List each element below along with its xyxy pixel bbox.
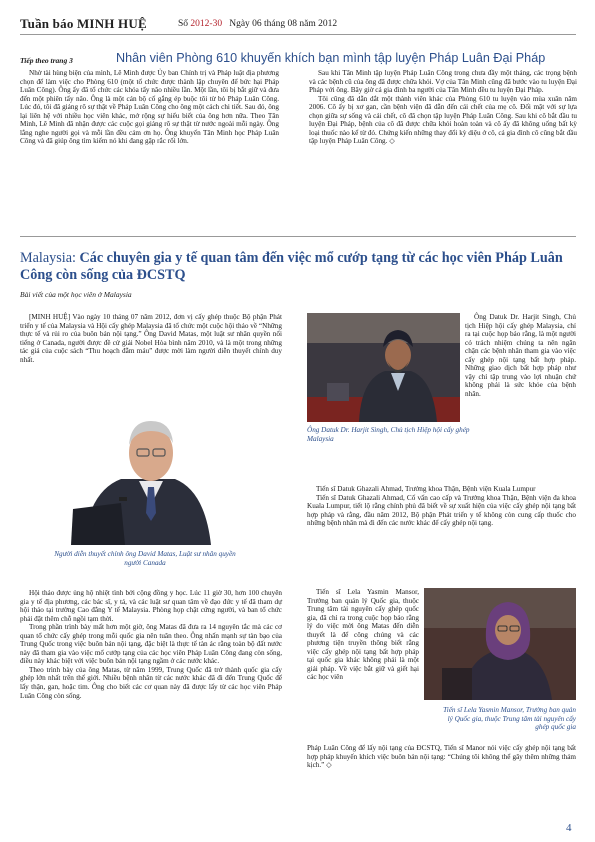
paragraph-text: Tôi cũng đã dẫn dắt một thành viên khác của Phòng 610 tu luyện vào mùa xuân năm 2006. Cô ấy bị xơ gan, cần bệnh viện đã dẫn đến cái chết của mẹ cô. Đối mặt với sự lựa chọn giữa sự sống và cái chết, cô đã chọn tập luyện Pháp Luân Công. Sau khi cô bắt đầu tu luyện Đại Pháp, bệnh của cô đã được chữa khỏi hoàn toàn và cô ấy đã không uống bất kỳ loại thuốc nào kể từ đó. Chứng kiến những thay đổi kỳ diệu ở cô, cả gia đình cô cũng bắt đầu tập luyện Pháp Luân Công. [309,94,577,146]
header-rule [20,34,576,35]
paragraph [307,744,576,770]
main-right-lower [307,588,419,682]
paragraph: Tiến sĩ Datuk Ghazali Ahmad, Cố vấn cao cấp và Trưởng khoa Thận, Bệnh viện đa khoa Kuala Lumpur, tiết lộ rằng chính phủ đã biết về sự xuất hiện của việc cấy ghép nội tạng bất hợp pháp và rằng, đầu năm 2012, Bộ phận Phát triển y tế không còn cung cấp thuốc cho những bệnh nhân mà đi đến các nước khác để cấy ghép nội tạng. [307,493,576,528]
newsletter-brand: Tuần báo MINH HUỆ [20,16,147,31]
page-number: 4 [566,822,572,834]
paragraph-text: Pháp Luân Công để lấy nội tạng của ĐCSTQ, Tiến sĩ Manor nói việc cấy ghép nội tạng bất hợp pháp khuyến khích việc buôn bán nội tạng: “Chúng tôi không thể gây thêm những thảm kịch.” [307,744,576,770]
official-illustration [424,588,576,700]
main-right-top [465,313,576,398]
caption-singh: Ông Datuk Dr. Harjit Singh, Chủ tịch Hiệp hội cấy ghép Malaysia [307,426,470,443]
byline: Bài viết của một học viên ở Malaysia [20,290,132,299]
article-divider [20,236,576,237]
paragraph: [MINH HUỆ] Vào ngày 10 tháng 07 năm 2012, đơn vị cấy ghép thuộc Bộ phận Phát triển y tế của Malaysia và Hội cấy ghép Malaysia đã tổ chức một cuộc hội thảo về “Những thực tế và rủi ro của buôn bán nội tạng.” Ông David Matas, một luật sư nhân quyền nổi tiếng ở Canada, người được đề cử giải Nobel Hòa bình năm 2010, và là một trong những tác giả của cuộc sách “Thu hoạch đẫm máu” được mời làm người diễn thuyết chính duy nhất. [20,313,282,364]
issue-prefix: Số [178,19,191,29]
end-mark-icon: ◇ [326,761,332,770]
paragraph: Hội thảo được ủng hộ nhiệt tình bởi cộng đồng y học. Lúc 11 giờ 30, hơn 100 chuyên gia y tế địa phương, các bác sĩ, y tá, và các luật sư quan tâm về đạo đức y tế đã tham dự hội thảo tại trường Cao đẳng Y tế Malaysia. Phòng họp chật cứng người, và ban tổ chức phải đặt thêm chỗ ngồi tạm thời. [20,589,282,623]
top-article-left-column [20,69,279,146]
paragraph: Sau khi Tân Minh tập luyện Pháp Luân Công trong chưa đầy một tháng, các trọng bệnh và các bệnh cũ của ông đã được chữa khỏi. Vợ của Tân Minh cũng đã bước vào tu luyện Đại Pháp với ông. Bây giờ cả gia đình ba người của Tân Minh đều tu luyện Đại Pháp. [309,69,577,95]
photo-harjit-singh [307,313,460,422]
caption-mansor: Tiến sĩ Lela Yasmin Mansor, Trưởng ban quản lý Quốc gia, thuộc Trung tâm tài nguyên cấy ghép quốc gia [443,706,576,732]
headline-region: Malaysia: [20,250,80,266]
issue-date: Ngày 06 tháng 08 năm 2012 [229,19,338,29]
main-right-bottom [307,744,576,770]
paragraph: Trong phần trình bày mất hơn một giờ, ông Matas đã đưa ra 14 nguyên tắc mà các cơ quan tổ chức cấy ghép trong mỗi quốc gia nên tuân theo. Ông nhấn mạnh sự tàn bạo của Trung Quốc trong việc buôn bán nội tạng, đặc biệt là thực tế tàn ác rằng toàn bộ đất nước này đã tham gia vào việc mổ cướp tạng của các học viên Pháp Luân Công đang còn sống, điều này khác biệt với việc buôn bán nội tạng ngầm ở các nước khác. [20,623,282,666]
headline-text: Các chuyên gia y tế quan tâm đến việc mổ cướp tạng từ các học viên Pháp Luân Công còn sống của ĐCSTQ [20,250,563,283]
paragraph: Nhờ tài hùng biện của mình, Lê Minh được Ủy ban Chính trị và Pháp luật địa phương chọn để làm việc cho Phòng 610 (một tổ chức được thành lập chuyên để bức hại Pháp Luân Công). Ông ấy đã tổ chức các khóa tẩy não nhiều lần. Một lần, tôi bị bắt giữ và đưa đến một phiên tẩy não. Ông là một cán bộ cố gắng ép buộc tôi từ bỏ Pháp Luân Công. Lúc đó, tôi đã giảng rõ sự thật về Pháp Luân Công cho ông một cách chi tiết. Sau đó, ông lại liên hệ với nhiều học viên khác, mở rộng sự hiểu biết của ông hơn nữa. Theo Tân Minh, Lê Minh đã nhận được các cuộc gọi giảng rõ sự thật từ nước ngoài mỗi ngày. Ông lắng nghe người gọi và mỗi lần đều cảm ơn họ. Ông khuyến Tân Minh học Pháp Luân Công và đã giúp ông tìm kiếm nó khi đang gặp rắc rối lớn. [20,69,279,146]
issue-number: 2012-30 [190,19,223,29]
paragraph: Tiến sĩ Datuk Ghazali Ahmad, Trưởng khoa Thận, Bệnh viện Kuala Lumpur [316,485,536,493]
issue-info [178,19,337,29]
top-article-headline: Nhân viên Phòng 610 khuyến khích bạn mình tập luyện Pháp Luân Đại Pháp [116,51,546,65]
paragraph: Tiến sĩ Lela Yasmin Mansor, Trưởng ban quản lý Quốc gia, thuộc Trung tâm tài nguyên cấy ghép quốc gia, đã chỉ ra trong cuộc họp báo rằng lý do việc mời ông Matas đến diễn thuyết là để công chúng và các phương tiện truyền thông biết rằng việc cấy ghép nội tạng bất hợp pháp tại quốc gia khác không phải là một giải pháp. Về việc bắt giữ và giết hại các học viên [307,588,419,682]
main-right-mid [307,485,576,528]
official-illustration [307,313,460,422]
end-mark-icon: ◇ [389,137,395,146]
paragraph [309,95,577,146]
photo-lela-yasmin-mansor [424,588,576,700]
top-article-right-column [309,69,577,146]
caption-matas: Người diễn thuyết chính ông David Matas, Luật sư nhân quyền người Canada [54,550,236,567]
main-intro [20,313,282,364]
continued-label: Tiếp theo trang 3 [20,56,73,65]
main-article-headline [20,250,576,283]
speaker-illustration [63,393,228,545]
main-left-lower [20,589,282,700]
paragraph: Theo trình bày của ông Matas, từ năm 1999, Trung Quốc đã trở thành quốc gia cấy ghép lớn nhất trên thế giới. Nhiều bệnh nhân từ các nước khác đã đi đến Trung Quốc để lấy thận, gan, hoặc tim. Ông cho biết các cơ quan này đã được lấy từ các học viên Pháp Luân Công còn sống. [20,665,282,700]
paragraph: Ông Datuk Dr. Harjit Singh, Chủ tịch Hiệp hội cấy ghép Malaysia, chỉ ra tại cuộc họp báo rằng, là một người có trách nhiệm chúng ta nên ngăn chặn các bệnh nhân tham gia vào việc cấy ghép nội tạng bất hợp pháp. Những giao dịch bất hợp pháp như vậy chỉ tập trung vào lợi nhuận chứ không phải là sức khỏe của bệnh nhân. [465,313,576,398]
photo-david-matas [63,393,228,545]
